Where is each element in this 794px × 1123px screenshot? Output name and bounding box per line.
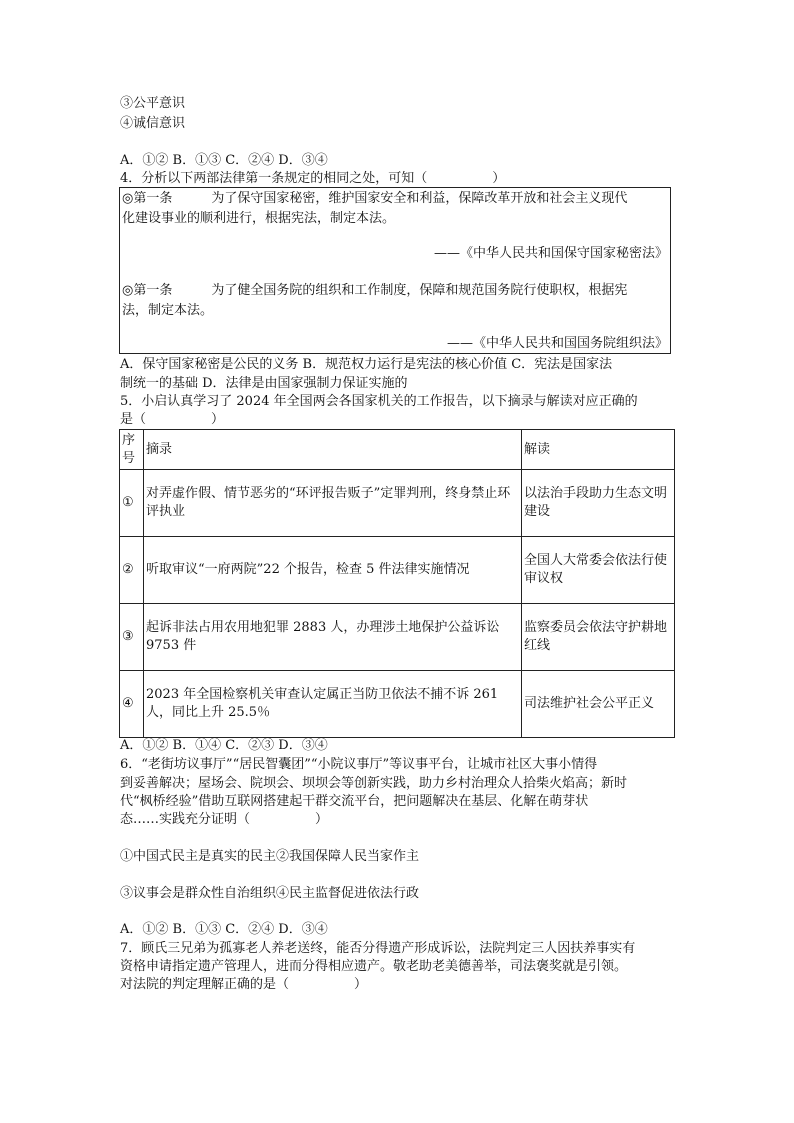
row-excerpt: 对弄虚作假、情节恶劣的“环评报告贩子”定罪判刑，终身禁止环评执业 [144,470,522,537]
header-num: 序号 [120,430,144,470]
row-num: ③ [120,604,144,671]
row-num: ① [120,470,144,537]
q3-option-3: ③公平意识 [120,96,186,111]
q4-answers-line1: A．保守国家秘密是公民的义务 B．规范权力运行是宪法的核心价值 C．宪法是国家法 [120,357,613,372]
q6-stem-line1: 6．“老街坊议事厅”“居民智囊团”“小院议事厅”等议事平台，让城市社区大事小情得 [120,757,598,772]
header-excerpt: 摘录 [144,430,522,470]
q6-stem-line3: 代“枫桥经验”借助互联网搭建起干群交流平台，把问题解决在基层、化解在萌芽状 [120,794,589,809]
table-row [120,537,675,604]
table-row [120,671,675,738]
q6-stem-line4: 态……实践充分证明（ ） [120,812,329,827]
q5-answer-choices: A．①② B．①④ C．②③ D．③④ [120,738,328,753]
q6-answer-choices: A．①② B．①③ C．②④ D．③④ [120,922,328,937]
row-reading: 司法维护社会公平正义 [522,671,675,738]
law2-source: ——《中华人民共和国国务院组织法》 [446,336,668,351]
table-row [120,470,675,537]
table-row [120,604,675,671]
q4-stem: 4．分析以下两部法律第一条规定的相同之处，可知（ ） [120,171,506,186]
q5-table [119,429,675,738]
q4-law-box [119,187,671,354]
law2-line2: 法，制定本法。 [122,303,214,318]
row-excerpt: 听取审议“一府两院”22 个报告，检查 5 件法律实施情况 [144,537,522,604]
q7-stem-line2: 资格申请指定遗产管理人，进而分得相应遗产。敬老助老美德善举，司法褒奖就是引领。 [120,959,628,974]
row-reading: 全国人大常委会依法行使审议权 [522,537,675,604]
q5-stem-line2: 是（ ） [120,412,225,427]
q6-options-line1: ①中国式民主是真实的民主②我国保障人民当家作主 [120,849,420,864]
q3-answer-choices: A．①② B．①③ C．②④ D．③④ [120,153,328,168]
q4-answers-line2: 制统一的基础 D．法律是由国家强制力保证实施的 [120,376,408,391]
row-num: ④ [120,671,144,738]
q3-option-4: ④诚信意识 [120,116,186,131]
law1-source: ——《中华人民共和国保守国家秘密法》 [433,246,668,261]
q5-stem-line1: 5．小启认真学习了 2024 年全国两会各国家机关的工作报告，以下摘录与解读对应正确的 [120,394,638,409]
row-excerpt: 起诉非法占用农用地犯罪 2883 人，办理涉土地保护公益诉讼 9753 件 [144,604,522,671]
row-reading: 以法治手段助力生态文明建设 [522,470,675,537]
header-reading: 解读 [522,430,675,470]
law1-line1: ◎第一条 为了保守国家秘密，维护国家安全和利益，保障改革开放和社会主义现代 [122,191,628,206]
q6-stem-line2: 到妥善解决；屋场会、院坝会、坝坝会等创新实践，助力乡村治理众人拾柴火焰高；新时 [120,776,628,791]
q7-stem-line3: 对法院的判定理解正确的是（ ） [120,977,368,992]
row-num: ② [120,537,144,604]
row-reading: 监察委员会依法守护耕地红线 [522,604,675,671]
law2-line1: ◎第一条 为了健全国务院的组织和工作制度，保障和规范国务院行使职权，根据宪 [122,283,628,298]
q6-options-line2: ③议事会是群众性自治组织④民主监督促进依法行政 [120,886,420,901]
law1-line2: 化建设事业的顺利进行，根据宪法，制定本法。 [122,211,396,226]
table-header-row [120,430,675,470]
row-excerpt: 2023 年全国检察机关审查认定属正当防卫依法不捕不诉 261 人，同比上升 25.5％ [144,671,522,738]
q7-stem-line1: 7．顾氏三兄弟为孤寡老人养老送终，能否分得遗产形成诉讼，法院判定三人因扶养事实有 [120,941,636,956]
